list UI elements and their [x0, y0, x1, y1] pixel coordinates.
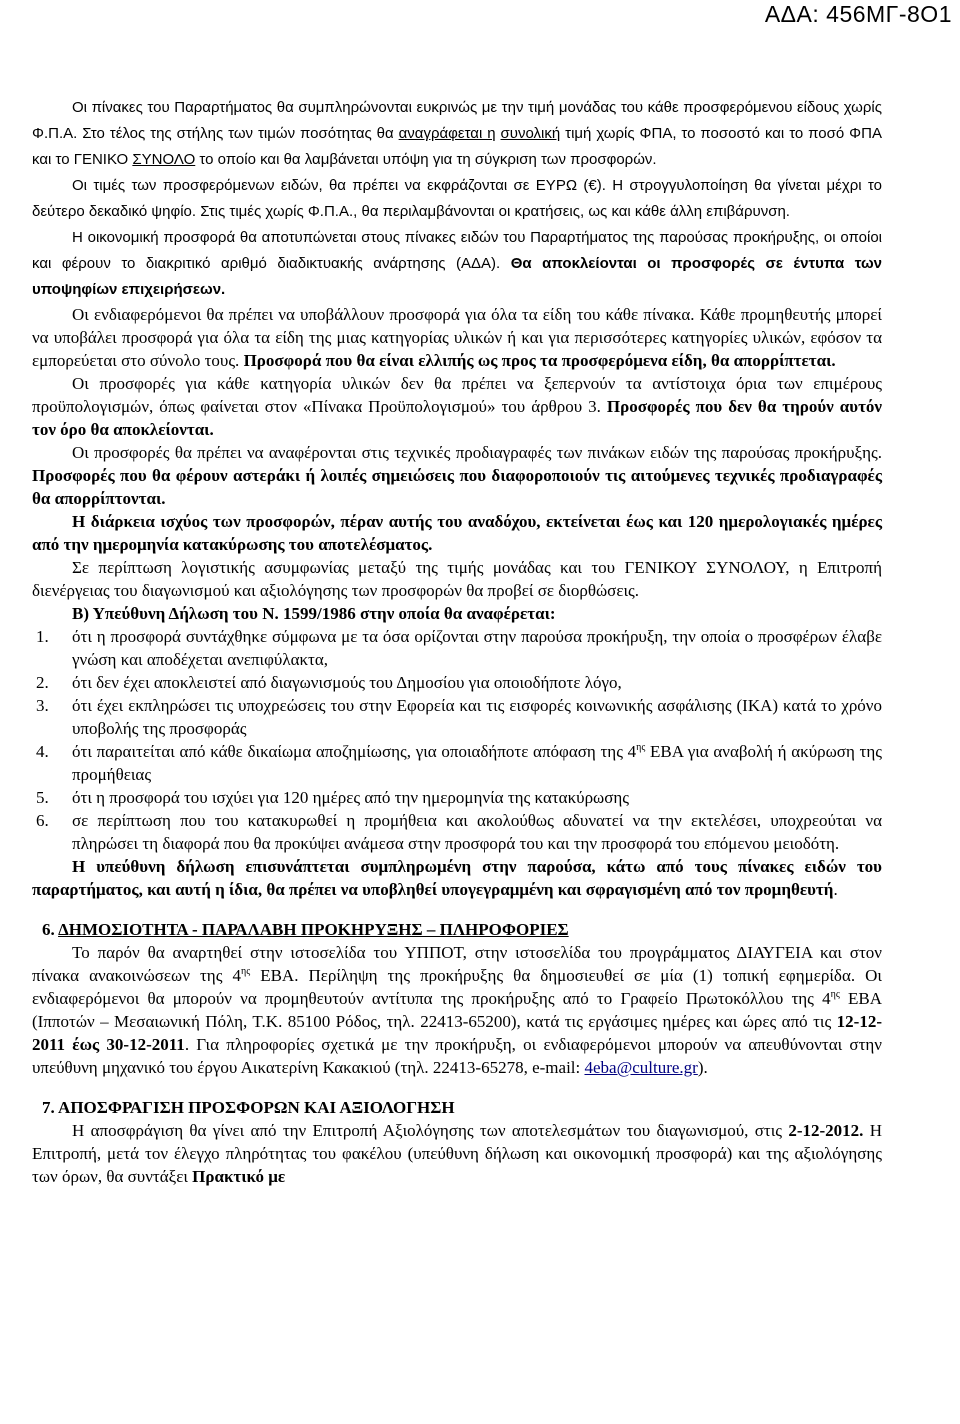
section-7-heading: 7. ΑΠΟΣΦΡΑΓΙΣΗ ΠΡΟΣΦΟΡΩΝ ΚΑΙ ΑΞΙΟΛΟΓΗΣΗ: [42, 1098, 455, 1117]
text-run: Το παρόν θα αναρτηθεί στην ιστοσελίδα του ΥΠΠΟΤ, στην ιστοσελίδα του προγράμματος ΔΙΑΥΓΕΙΑ και στον πίνακα ανακοινώσεων της 4: [32, 943, 882, 985]
list-text: ότι παραιτείται από κάθε δικαίωμα αποζημίωσης, για οποιαδήποτε απόφαση της 4: [72, 742, 637, 761]
list-text: ότι η προσφορά του ισχύει για 120 ημέρες από την ημερομηνία της κατακύρωσης: [72, 788, 630, 807]
list-text: σε περίπτωση που του κατακυρωθεί η προμήθεια και ακολούθως αδυνατεί να την εκτελέσει, υποχρεούται να πληρώσει τη διαφορά που θα προκύψει ανάμεσα στην προσφορά του και την προσφορά του επόμενου μειοδότη.: [72, 811, 882, 853]
list-number: 6.: [36, 811, 49, 830]
bold-text: Πρακτικό με: [192, 1167, 286, 1186]
text-run: .: [833, 880, 838, 899]
paragraph-declaration-attached: [32, 855, 882, 901]
superscript: ης: [830, 989, 840, 1000]
text-run: Η Επιτροπή, μετά τον έλεγχο πληρότητας του φακέλου (υπεύθυνη δήλωση και οικονομική προσφορά) και της αξιολόγησης των όρων, θα συντάξει: [32, 1121, 882, 1186]
bold-date: 2-12-2012.: [788, 1121, 864, 1140]
superscript: ης: [240, 966, 251, 977]
paragraph-accounting-discrepancy: Σε περίπτωση λογιστικής ασυμφωνίας μεταξύ της τιμής μονάδας και του ΓΕΝΙΚΟΥ ΣΥΝΟΛΟΥ, η Επιτροπή διενέργειας του διαγωνισμού και αξιολόγησης των προσφορών θα προβεί σε διορθώσεις.: [32, 558, 882, 600]
superscript: ης: [636, 742, 646, 753]
text-run: Η αποσφράγιση θα γίνει από την Επιτροπή Αξιολόγησης των αποτελεσμάτων του διαγωνισμού, στις: [72, 1121, 789, 1140]
list-item: [32, 809, 882, 855]
text-run: Οι πίνακες του Παραρτήματος θα συμπληρώνονται ευκρινώς με την τιμή μονάδας του κάθε προσφερόμενου είδους χωρίς Φ.Π.Α. Στο τέλος της στήλης των τιμών ποσότητας θα: [32, 99, 882, 142]
list-item: [32, 671, 882, 694]
bold-text: Προσφορές που θα φέρουν αστεράκι ή λοιπές σημειώσεις που διαφοροποιούν τις αιτούμενες τεχνικές προδιαγραφές θα απορρίπτονται.: [32, 466, 882, 508]
paragraph-price-tables: [32, 95, 882, 173]
list-text: ΕΒΑ για αναβολή ή ακύρωση της προμήθειας: [72, 742, 882, 784]
text-run: Οι προσφορές θα πρέπει να αναφέρονται στις τεχνικές προδιαγραφές των πινάκων ειδών της παρούσας προκήρυξης.: [72, 443, 882, 462]
text-run: τιμή χωρίς ΦΠΑ, το ποσοστό και το ποσό ΦΠΑ και το ΓΕΝΙΚΟ: [32, 125, 882, 168]
paragraph-budget-limits: [32, 372, 882, 441]
paragraph-opening: [32, 1119, 882, 1188]
text-run: Η οικονομική προσφορά θα αποτυπώνεται στους πίνακες ειδών του Παραρτήματος της παρούσας προκήρυξης, οι οποίοι και φέρουν το διακριτικό αριθμό διαδικτυακής ανάρτησης (ΑΔΑ).: [32, 229, 882, 272]
list-text: ότι η προσφορά συντάχθηκε σύμφωνα με τα όσα ορίζονται στην παρούσα προκήρυξη, την οποία ο προσφέρων έλαβε γνώση και αποδέχεται ανεπιφύλακτα,: [72, 627, 882, 669]
paragraph-publicity: [32, 941, 882, 1079]
text-run: . Για πληροφορίες σχετικά με την προκήρυξη, οι ενδιαφερόμενοι μπορούν να απευθύνονται στην υπεύθυνη μηχανικό του έργου Αικατερίνη Κακακιού (τηλ. 22413-65278, e-mail:: [32, 1035, 882, 1077]
list-number: 2.: [36, 673, 49, 692]
paragraph-all-items: [32, 303, 882, 372]
underlined-text: συνολική: [500, 125, 561, 142]
subheading-declaration: Β) Υπεύθυνη Δήλωση του Ν. 1599/1986 στην οποία θα αναφέρεται:: [72, 604, 556, 623]
list-number: 3.: [36, 696, 49, 715]
document-body: [32, 95, 882, 1188]
list-number: 5.: [36, 788, 49, 807]
bold-text: Η υπεύθυνη δήλωση επισυνάπτεται συμπληρωμένη στην παρούσα, κάτω από τους πίνακες ειδών του παραρτήματος, και αυτή η ίδια, θα πρέπει να υποβληθεί υπογεγραμμένη και σφραγισμένη από τον προμηθευτή: [32, 857, 882, 899]
bold-text: Προσφορές που δεν θα τηρούν αυτόν τον όρο θα αποκλείονται.: [32, 397, 882, 439]
list-item: [32, 786, 882, 809]
text-run: το οποίο και θα λαμβάνεται υπόψη για τη σύγκριση των προσφορών.: [195, 151, 657, 168]
email-link[interactable]: 4eba@culture.gr: [584, 1058, 698, 1077]
spacer: [32, 1079, 882, 1096]
bold-text: Προσφορά που θα είναι ελλιπής ως προς τα προσφερόμενα είδη, θα απορρίπτεται.: [243, 351, 836, 370]
spacer: [32, 901, 882, 918]
bold-text: Θα αποκλείονται οι προσφορές σε έντυπα των υποψηφίων επιχειρήσεων.: [32, 255, 882, 298]
list-item: [32, 625, 882, 671]
text-run: ).: [697, 1058, 708, 1077]
list-item: [32, 694, 882, 740]
text-run: ΕΒΑ (Ιπποτών – Μεσαιωνική Πόλη, Τ.Κ. 85100 Ρόδος, τηλ. 22413-65200), κατά τις εργάσιμες ημέρες και ώρες από τις: [32, 989, 883, 1031]
text-run: Οι ενδιαφερόμενοι θα πρέπει να υποβάλλουν προσφορά για όλα τα είδη του κάθε πίνακα. Κάθε προμηθευτής μπορεί να υποβάλει προσφορά για όλα τα είδη της μιας κατηγορίας υλικών ή και για περισσότερες κατηγορίες υλικών, εφόσον τα εμπορεύεται στο σύνολο τους.: [32, 305, 882, 370]
declaration-list: [32, 625, 882, 855]
section-title: ΔΗΜΟΣΙΟΤΗΤΑ - ΠΑΡΑΛΑΒΗ ΠΡΟΚΗΡΥΞΗΣ – ΠΛΗΡΟΦΟΡΙΕΣ: [58, 920, 569, 939]
list-text: ότι έχει εκπληρώσει τις υποχρεώσεις του στην Εφορεία και τις εισφορές κοινωνικής ασφάλισης (ΙΚΑ) κατά το χρόνο υποβολής της προσφοράς: [72, 696, 882, 738]
section-6-heading: [32, 918, 882, 941]
section-number: 6.: [42, 920, 59, 939]
bold-dates: 12-12-2011 έως 30-12-2011: [32, 1012, 882, 1054]
ada-header: ΑΔΑ: 456ΜΓ-8Ο1: [764, 1, 952, 27]
paragraph-financial-offer: [32, 225, 882, 303]
list-number: 1.: [36, 627, 49, 646]
text-run: ΕΒΑ. Περίληψη της προκήρυξης θα δημοσιευθεί σε μία (1) τοπική εφημερίδα. Οι ενδιαφερόμενοι θα μπορούν να προμηθευτούν αντίτυπα της προκήρυξης από το Γραφείο Πρωτοκόλλου της 4: [32, 966, 882, 1008]
paragraph-technical-specs: [32, 441, 882, 510]
text-run: Οι προσφορές για κάθε κατηγορία υλικών δεν θα πρέπει να ξεπερνούν τα αντίστοιχα όρια των επιμέρους προϋπολογισμών, όπως φαίνεται στον «Πίνακα Προϋπολογισμού» του άρθρου 3.: [32, 374, 882, 416]
list-item: [32, 740, 882, 786]
paragraph-euro-prices: Οι τιμές των προσφερόμενων ειδών, θα πρέπει να εκφράζονται σε ΕΥΡΩ (€). Η στρογγυλοποίηση θα γίνεται μέχρι το δεύτερο δεκαδικό ψηφίο. Στις τιμές χωρίς Φ.Π.Α., θα περιλαμβάνονται οι κρατήσεις, ως και κάθε άλλη επιβάρυνση.: [32, 177, 882, 220]
list-text: ότι δεν έχει αποκλειστεί από διαγωνισμούς του Δημοσίου για οποιοδήποτε λόγο,: [72, 673, 622, 692]
paragraph-offer-validity: Η διάρκεια ισχύος των προσφορών, πέραν αυτής του αναδόχου, εκτείνεται έως και 120 ημερολογιακές ημέρες από την ημερομηνία κατακύρωσης του αποτελέσματος.: [32, 512, 882, 554]
list-number: 4.: [36, 742, 49, 761]
underlined-text: αναγράφεται η: [398, 125, 496, 142]
underlined-text: ΣΥΝΟΛΟ: [132, 151, 196, 168]
